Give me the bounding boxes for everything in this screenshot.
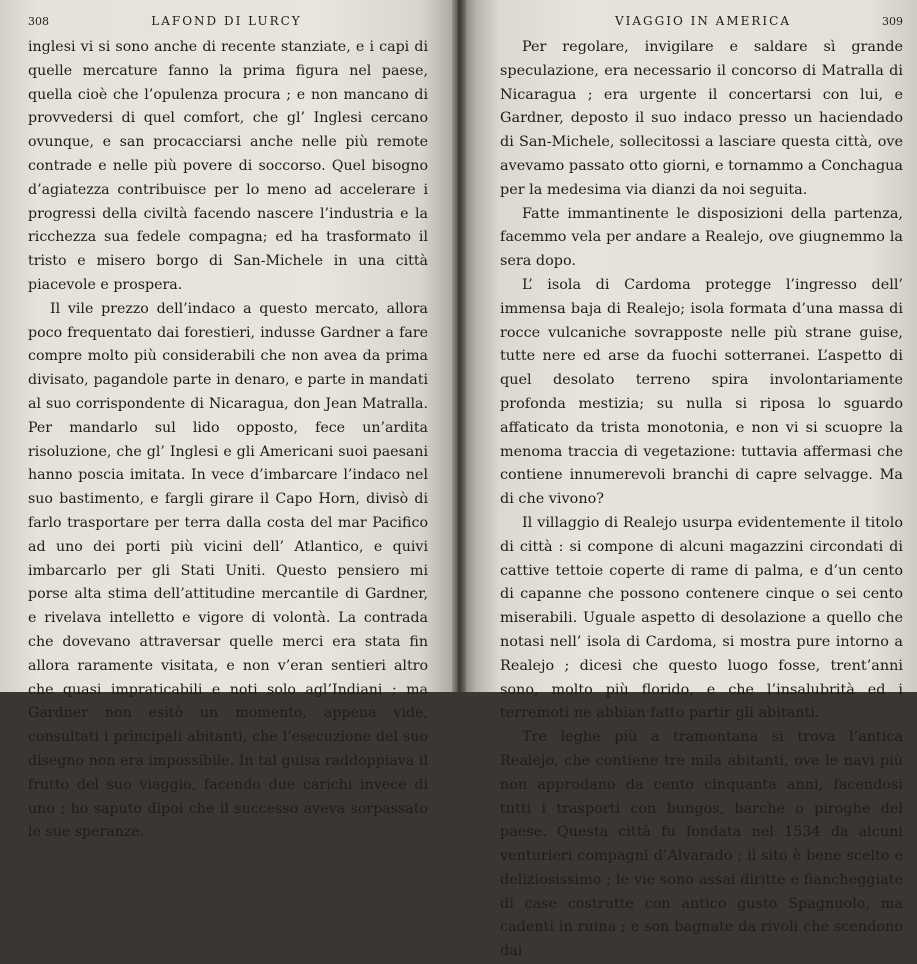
- left-page-body: [28, 36, 428, 845]
- paragraph: Il vile prezzo dell’indaco a questo mercato, allora poco frequentato dai forestieri, indusse Gardner a fare compre molto più considerabili che non avea da prima divisato, pagandole parte in denaro, e parte in mandati al suo corrispondente di Nicaragua, don Jean Matralla. Per mandarlo sul lido opposto, fece un’ardita risoluzione, che gl’ Inglesi e gli Americani suoi paesani hanno poscia imitata. In vece d’imbarcare l’indaco nel suo bastimento, e fargli girare il Capo Horn, divisò di farlo trasportare per terra dalla costa del mar Pacifico ad uno dei porti più vicini dell’ Atlantico, e quivi imbarcarlo per gli Stati Uniti. Questo pensiero mi porse alta stima dell’attitudine mercantile di Gardner, e rivelava intelletto e vigore di volontà. La contrada che dovevano attraversar quelle merci era stata fin allora raramente visitata, e non v’eran sentieri altro che quasi impraticabili e noti solo agl’Indiani ; ma Gardner non esitò un momento, appena vide, consultati i principali abitanti, che l’esecuzione del suo disegno non era impossibile. In tal guisa raddoppiava il frutto del suo viaggio, facendo due carichi invece di uno ; ho saputo dipoi che il successo aveva sorpassato le sue speranze.: [28, 300, 428, 841]
- left-page-header: [28, 14, 428, 30]
- page-number: 309: [882, 15, 903, 28]
- paragraph: Fatte immantinente le disposizioni della partenza, facemmo vela per andare a Realejo, ove giugnemmo la sera dopo.: [500, 205, 903, 270]
- paragraph: L’ isola di Cardoma protegge l’ingresso dell’ immensa baja di Realejo; isola formata d’una massa di rocce vulcaniche sovrapposte nelle più strane guise, tutte nere ed arse da fuochi sotterranei. L’aspetto di quel desolato terreno spira involontariamente profonda mestizia; su nulla si riposa lo sguardo affaticato da trista monotonia, e non vi si scuopre la menoma traccia di vegetazione: tuttavia affermasi che contiene innumerevoli branchi di capre selvagge. Ma di che vivono?: [500, 276, 903, 508]
- paragraph: Tre leghe più a tramontana si trova l’antica Realejo, che contiene tre mila abitanti, ove le navi più non approdano da cento cinquanta anni, facendosi tutti i trasporti con bungos, barche o piroghe del paese. Questa città fu fondata nel 1534 da alcuni venturieri compagni d’Alvarado ; il sito è bene scelto e deliziosissimo ; le vie sono assai diritte e fiancheggiate di case costrutte con antico gusto Spagnuolo, ma cadenti in ruina ; e son bagnate da rivoli che scendono dai: [500, 729, 903, 960]
- page-number: 308: [28, 15, 49, 28]
- running-head: VIAGGIO IN AMERICA: [614, 14, 792, 28]
- paragraph: inglesi vi si sono anche di recente stanziate, e i capi di quelle mercature fanno la prima figura nel paese, quella cioè che l’opulenza procura ; e non mancano di provvedersi di quel comfort, che gl’ Inglesi cercano ovunque, e san procacciarsi anche nelle più remote contrade e nelle più povere di soccorso. Quel bisogno d’agiatezza contribuisce per lo meno ad accelerare i progressi della civiltà facendo nascere l’industria e la ricchezza sua fedele compagna; ed ha trasformato il tristo e misero borgo di San-Michele in una città piacevole e prospera.: [28, 39, 428, 293]
- left-page: [0, 0, 458, 841]
- right-page-header: [500, 14, 903, 30]
- right-page: [458, 0, 917, 960]
- right-page-body: [500, 36, 903, 964]
- book-gutter: [452, 0, 466, 692]
- running-head: LAFOND DI LURCY: [151, 14, 302, 28]
- paragraph: Per regolare, invigilare e saldare sì grande speculazione, era necessario il concorso di Matralla di Nicaragua ; era urgente il concertarsi con lui, e Gardner, deposto il suo indaco presso un haciendado di San-Michele, sollecitossi a lasciare questa città, ove avevamo passato otto giorni, e tornammo a Conchagua per la medesima via dianzi da noi seguita.: [500, 39, 903, 198]
- paragraph: Il villaggio di Realejo usurpa evidentemente il titolo di città : si compone di alcuni magazzini circondati di cattive tettoie coperte di rame di palma, e d’un cento di capanne che possono contenere cinque o sei cento miserabili. Uguale aspetto di desolazione a quello che notasi nell’ isola di Cardoma, si mostra pure intorno a Realejo ; dicesi che questo luogo fosse, trent’anni sono, molto più florido, e che l’insalubrità ed i terremoti ne abbian fatto partir gli abitanti.: [500, 514, 903, 722]
